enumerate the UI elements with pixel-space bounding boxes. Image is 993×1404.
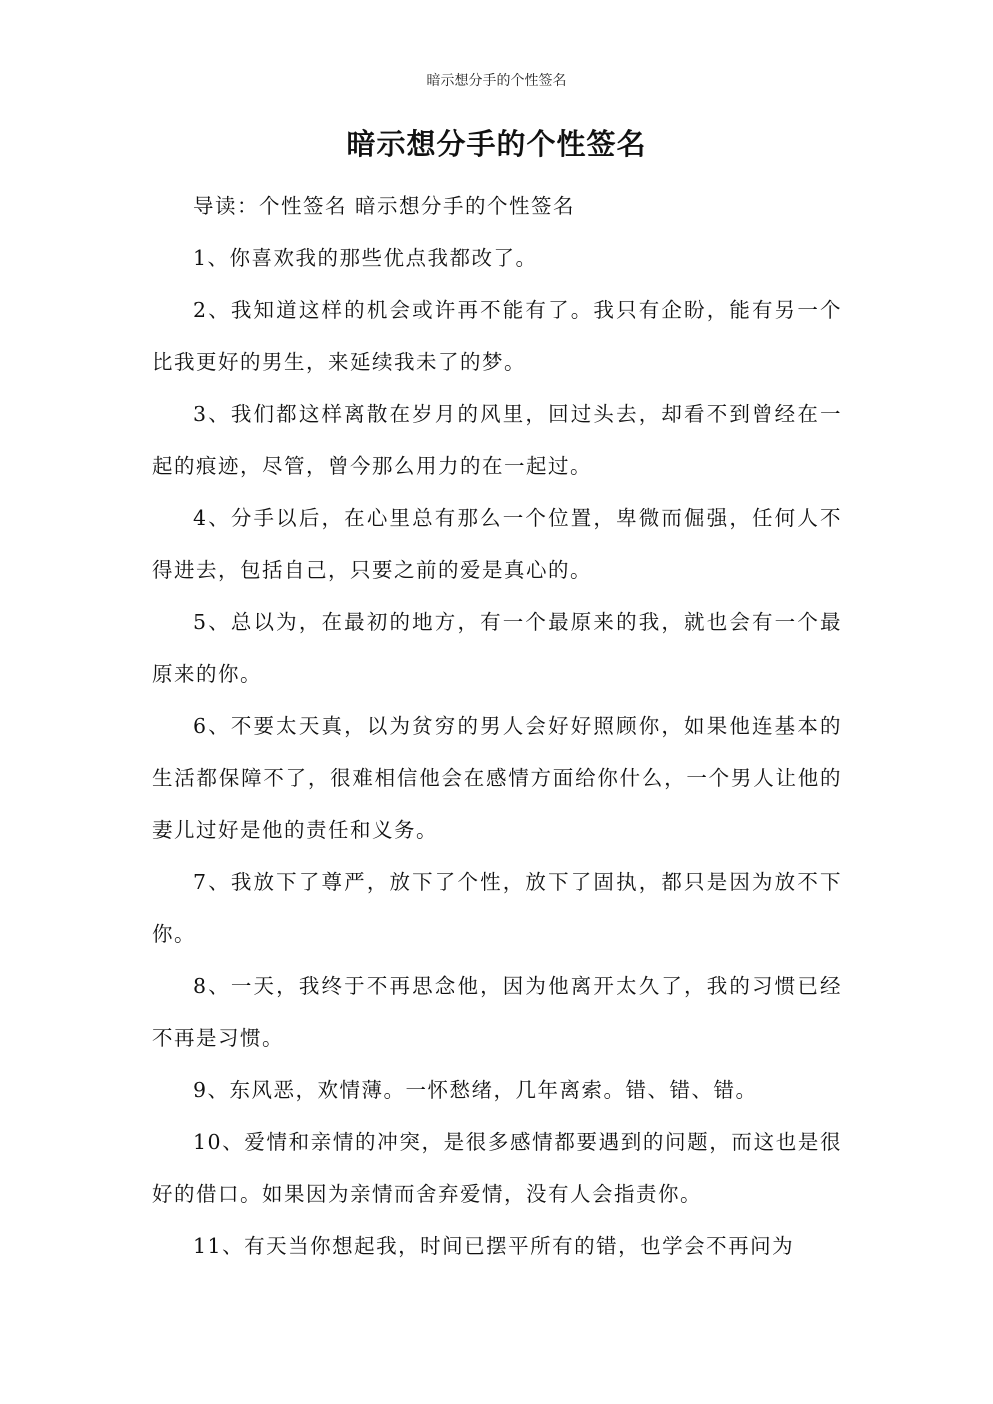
paragraph-7: 7、我放下了尊严，放下了个性，放下了固执，都只是因为放不下你。 <box>152 870 842 946</box>
header-rule <box>150 96 843 97</box>
paragraph-10: 10、爱情和亲情的冲突，是很多感情都要遇到的问题，而这也是很好的借口。如果因为亲情而舍弃爱情，没有人会指责你。 <box>152 1130 842 1206</box>
paragraph-3: 3、我们都这样离散在岁月的风里，回过头去，却看不到曾经在一起的痕迹，尽管，曾今那么用力的在一起过。 <box>152 402 842 478</box>
paragraph-2: 2、我知道这样的机会或许再不能有了。我只有企盼，能有另一个比我更好的男生，来延续我未了的梦。 <box>152 298 842 374</box>
paragraph-1: 1、你喜欢我的那些优点我都改了。 <box>193 246 538 270</box>
running-header: 暗示想分手的个性签名 <box>426 73 567 89</box>
paragraph-9: 9、东风恶，欢情薄。一怀愁绪，几年离索。错、错、错。 <box>193 1078 758 1102</box>
paragraph-11: 11、有天当你想起我，时间已摆平所有的错，也学会不再问为 <box>193 1234 795 1258</box>
paragraph-8: 8、一天，我终于不再思念他，因为他离开太久了，我的习惯已经不再是习惯。 <box>152 974 842 1050</box>
document-title: 暗示想分手的个性签名 <box>346 127 647 161</box>
lead-paragraph: 导读：个性签名 暗示想分手的个性签名 <box>193 194 576 218</box>
document-body <box>152 180 842 1272</box>
paragraph-6: 6、不要太天真，以为贫穷的男人会好好照顾你，如果他连基本的生活都保障不了，很难相信他会在感情方面给你什么，一个男人让他的妻儿过好是他的责任和义务。 <box>152 714 842 842</box>
paragraph-4: 4、分手以后，在心里总有那么一个位置，卑微而倔强，任何人不得进去，包括自己，只要之前的爱是真心的。 <box>152 506 842 582</box>
paragraph-5: 5、总以为，在最初的地方，有一个最原来的我，就也会有一个最原来的你。 <box>152 610 842 686</box>
